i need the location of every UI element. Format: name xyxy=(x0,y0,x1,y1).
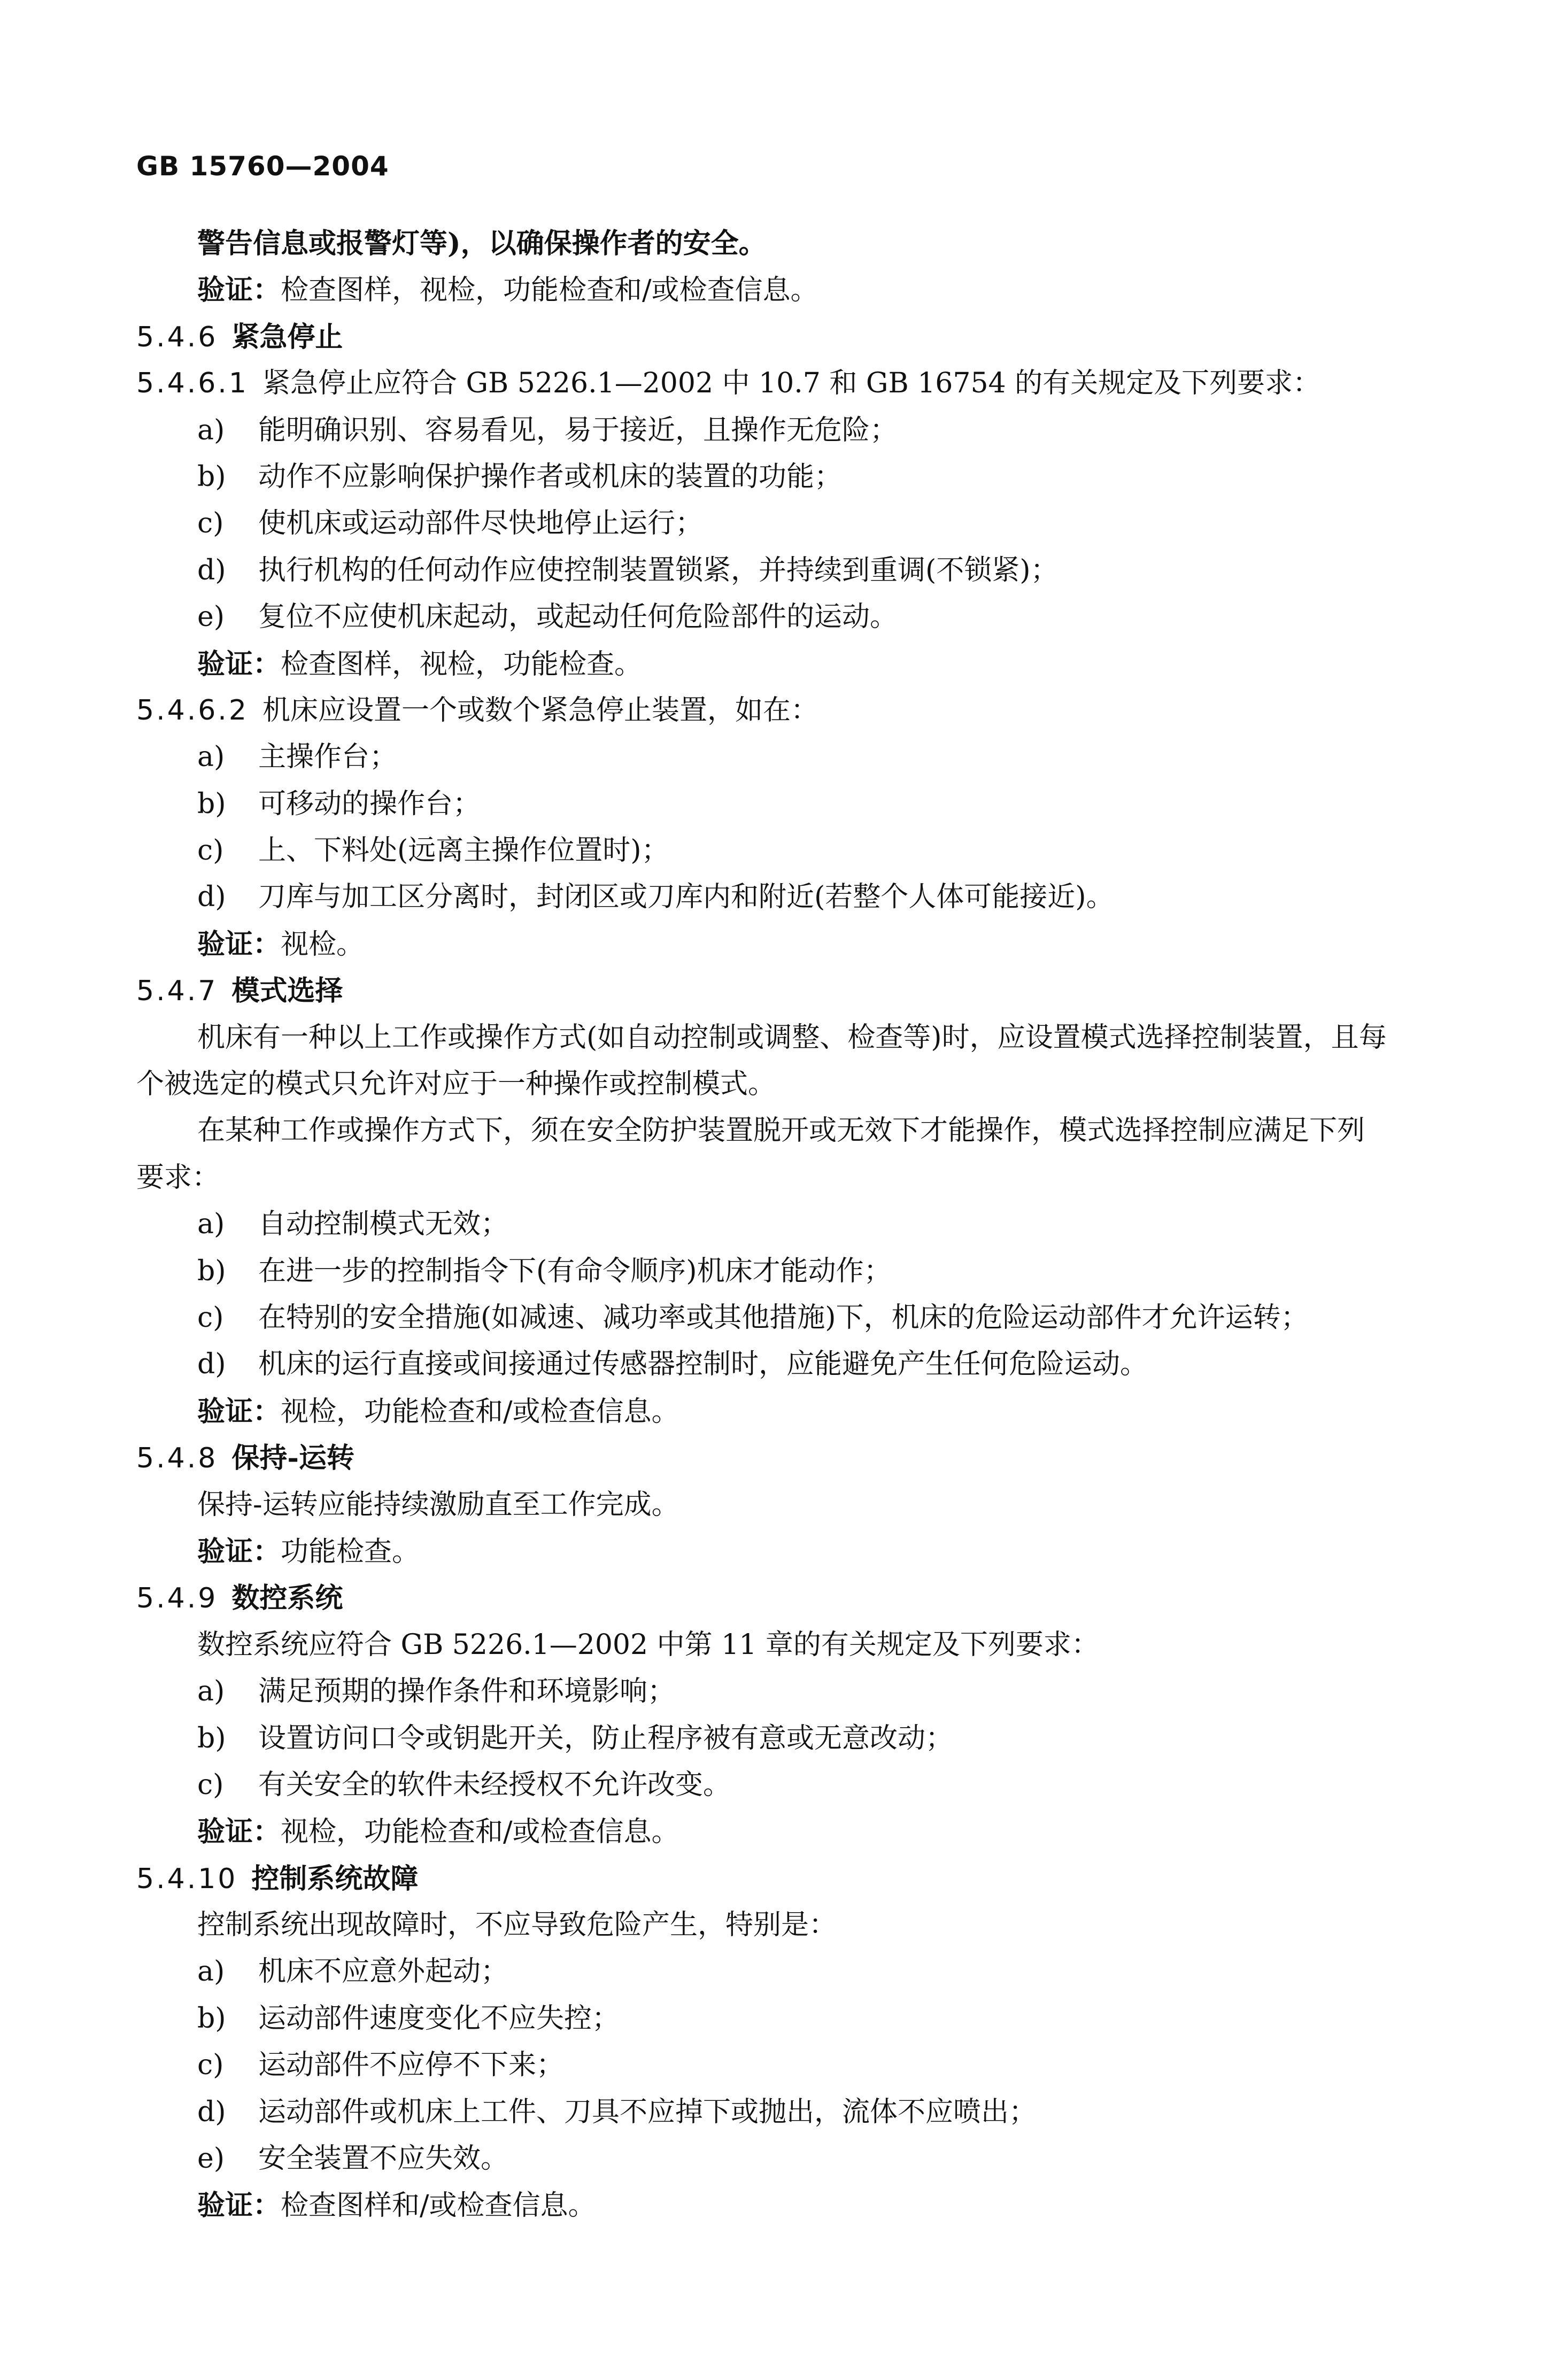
verification-label: 验证： xyxy=(197,647,281,681)
list-item-text: 可移动的操作台； xyxy=(258,787,481,820)
list-item-label: b) xyxy=(197,2002,226,2035)
list-item xyxy=(136,1295,1462,1341)
list-item-text: 安全装置不应失效。 xyxy=(258,2143,509,2175)
list-item-text: 主操作台； xyxy=(258,741,398,774)
verification-line xyxy=(136,641,1462,687)
verification-label: 验证： xyxy=(197,1535,281,1568)
section-heading xyxy=(136,968,1462,1014)
list-item xyxy=(136,547,1462,594)
list-item xyxy=(136,1201,1462,1248)
list-item-label: d) xyxy=(197,881,226,914)
section-number: 5.4.10 xyxy=(136,1862,238,1895)
section-title: 数控系统 xyxy=(231,1582,343,1615)
list-item-label: b) xyxy=(197,460,226,493)
list-item-label: e) xyxy=(197,601,225,633)
clause-text: 紧急停止应符合 GB 5226.1—2002 中 10.7 和 GB 16754 的有关规定及下列要求： xyxy=(262,367,1321,400)
verification-label: 验证： xyxy=(197,1395,281,1428)
list-item-text: 运动部件速度变化不应失控； xyxy=(258,2002,620,2035)
list-item-text: 机床的运行直接或间接通过传感器控制时，应能避免产生任何危险运动。 xyxy=(258,1348,1148,1381)
list-item-label: b) xyxy=(197,787,226,820)
list-item-label: d) xyxy=(197,2096,226,2128)
list-item-text: 运动部件不应停不下来； xyxy=(258,2049,565,2082)
verification-text: 检查图样和/或检查信息。 xyxy=(281,2190,596,2222)
list-item-label: c) xyxy=(197,2049,224,2082)
verification-text: 功能检查。 xyxy=(281,1535,420,1568)
list-item-label: a) xyxy=(197,1208,225,1241)
section-heading xyxy=(136,1435,1462,1481)
list-item xyxy=(136,1996,1462,2042)
list-item-label: c) xyxy=(197,834,224,867)
verification-label: 验证： xyxy=(197,1815,281,1849)
verification-text: 检查图样，视检，功能检查和/或检查信息。 xyxy=(281,274,818,307)
paragraph-line: 在某种工作或操作方式下，须在安全防护装置脱开或无效下才能操作，模式选择控制应满足下列 xyxy=(197,1115,1365,1147)
paragraph-line: 机床有一种以上工作或操作方式(如自动控制或调整、检查等)时，应设置模式选择控制装置，且每 xyxy=(197,1021,1387,1054)
list-item-text: 设置访问口令或钥匙开关，防止程序被有意或无意改动； xyxy=(258,1722,954,1754)
verification-label: 验证： xyxy=(197,2189,281,2222)
standard-number-header: GB 15760—2004 xyxy=(136,151,389,182)
list-item xyxy=(136,1341,1462,1388)
section-number: 5.4.8 xyxy=(136,1442,218,1475)
section-heading xyxy=(136,314,1462,360)
list-item-label: c) xyxy=(197,1301,224,1334)
list-item-label: a) xyxy=(197,1675,225,1708)
list-item-label: a) xyxy=(197,741,225,774)
clause-number: 5.4.6.1 xyxy=(136,367,249,400)
verification-text: 检查图样，视检，功能检查。 xyxy=(281,648,643,681)
section-title: 模式选择 xyxy=(231,975,343,1008)
list-item-text: 动作不应影响保护操作者或机床的装置的功能； xyxy=(258,460,843,493)
paragraph-line: 警告信息或报警灯等)，以确保操作者的安全。 xyxy=(197,227,767,260)
verification-label: 验证： xyxy=(197,927,281,961)
list-item xyxy=(136,1248,1462,1295)
list-item-text: 满足预期的操作条件和环境影响； xyxy=(258,1675,676,1708)
list-item-label: b) xyxy=(197,1255,226,1287)
list-item xyxy=(136,828,1462,874)
verification-line xyxy=(136,1528,1462,1575)
verification-line xyxy=(136,267,1462,313)
clause-number: 5.4.6.2 xyxy=(136,694,249,726)
list-item-text: 自动控制模式无效； xyxy=(258,1208,509,1241)
clause-line xyxy=(136,687,1462,734)
list-item-label: e) xyxy=(197,2143,225,2175)
section-heading xyxy=(136,1856,1462,1902)
section-title: 紧急停止 xyxy=(231,320,343,353)
list-item xyxy=(136,1949,1462,1995)
verification-label: 验证： xyxy=(197,274,281,307)
list-item-text: 有关安全的软件未经授权不允许改变。 xyxy=(258,1768,731,1801)
paragraph-line: 数控系统应符合 GB 5226.1—2002 中第 11 章的有关规定及下列要求： xyxy=(197,1628,1099,1661)
clause-line xyxy=(136,360,1462,407)
list-item-text: 机床不应意外起动； xyxy=(258,1955,509,1988)
list-item-label: d) xyxy=(197,1348,226,1381)
list-item-text: 在进一步的控制指令下(有命令顺序)机床才能动作； xyxy=(258,1255,892,1287)
list-item-text: 刀库与加工区分离时，封闭区或刀库内和附近(若整个人体可能接近)。 xyxy=(258,881,1114,914)
list-item-text: 能明确识别、容易看见，易于接近，且操作无危险； xyxy=(258,414,898,446)
paragraph-line: 保持-运转应能持续激励直至工作完成。 xyxy=(197,1488,679,1521)
list-item-text: 使机床或运动部件尽快地停止运行； xyxy=(258,507,704,540)
list-item-label: b) xyxy=(197,1722,226,1754)
list-item-label: a) xyxy=(197,1955,225,1988)
list-item xyxy=(136,594,1462,640)
section-number: 5.4.7 xyxy=(136,975,218,1008)
list-item xyxy=(136,734,1462,780)
verification-line xyxy=(136,921,1462,968)
document-body xyxy=(136,220,1462,2229)
section-title: 保持-运转 xyxy=(231,1442,354,1475)
list-item xyxy=(136,781,1462,828)
section-title: 控制系统故障 xyxy=(251,1862,419,1895)
list-item xyxy=(136,500,1462,547)
verification-line xyxy=(136,2182,1462,2229)
paragraph-line: 要求： xyxy=(136,1161,220,1194)
section-number: 5.4.9 xyxy=(136,1582,218,1615)
list-item-label: c) xyxy=(197,507,224,540)
verification-text: 视检。 xyxy=(281,928,365,961)
list-item-text: 执行机构的任何动作应使控制装置锁紧，并持续到重调(不锁紧)； xyxy=(258,554,1059,586)
list-item xyxy=(136,1762,1462,1808)
paragraph-line: 个被选定的模式只允许对应于一种操作或控制模式。 xyxy=(136,1068,776,1101)
paragraph-line: 控制系统出现故障时，不应导致危险产生，特别是： xyxy=(197,1909,837,1942)
list-item xyxy=(136,2136,1462,2182)
list-item xyxy=(136,407,1462,454)
list-item-text: 复位不应使机床起动，或起动任何危险部件的运动。 xyxy=(258,601,898,633)
verification-line xyxy=(136,1388,1462,1435)
list-item-label: a) xyxy=(197,414,225,446)
list-item-text: 上、下料处(远离主操作位置时)； xyxy=(258,834,669,867)
verification-text: 视检，功能检查和/或检查信息。 xyxy=(281,1816,679,1849)
list-item xyxy=(136,2042,1462,2089)
list-item xyxy=(136,1715,1462,1762)
clause-text: 机床应设置一个或数个紧急停止装置，如在： xyxy=(262,694,818,726)
list-item-text: 在特别的安全措施(如减速、减功率或其他措施)下，机床的危险运动部件才允许运转； xyxy=(258,1301,1309,1334)
list-item xyxy=(136,454,1462,500)
list-item xyxy=(136,2089,1462,2136)
verification-line xyxy=(136,1808,1462,1855)
list-item-text: 运动部件或机床上工件、刀具不应掉下或抛出，流体不应喷出； xyxy=(258,2096,1037,2128)
section-number: 5.4.6 xyxy=(136,321,218,353)
list-item xyxy=(136,1668,1462,1715)
list-item-label: d) xyxy=(197,554,226,586)
list-item xyxy=(136,874,1462,921)
verification-text: 视检，功能检查和/或检查信息。 xyxy=(281,1395,679,1428)
list-item-label: c) xyxy=(197,1768,224,1801)
section-heading xyxy=(136,1575,1462,1621)
